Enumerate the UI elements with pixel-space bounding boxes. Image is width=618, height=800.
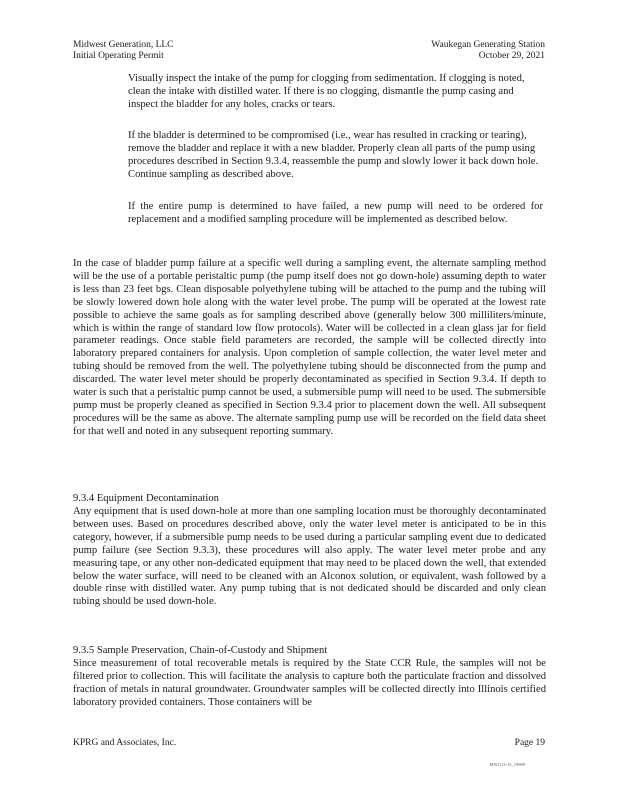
section-body-934: Any equipment that is used down-hole at more than one sampling location must be thoroughly decontaminated between uses. Based on procedures described above, only the water level meter is anticipated to be in this category, however, if a submersible pump needs to be used during a particular sampling event due to dedicated pump failure (see Section 9.3.3), these procedures will also apply. The water level meter probe and any measuring tape, or any other non-dedicated equipment that may need to be placed down the well, that extended below the water surface, will need to be cleaned with an Alconox solution, or equivalent, wash followed by a double rinse with distilled water. Any pump tubing that is not dedicated should be discarded and only clean tubing should be used down-hole. <box>73 506 546 608</box>
header-station: Waukegan Generating Station <box>431 40 545 50</box>
paragraph-bladder-compromised: If the bladder is determined to be compromised (i.e., wear has resulted in cracking or tearing), remove the bladder and replace it with a new bladder. Properly clean all parts of the pump using procedures described in Section 9.3.4, reassemble the pump and slowly lower it back down hole. Continue sampling as described above. <box>128 130 539 180</box>
header-date: October 29, 2021 <box>478 51 545 61</box>
paragraph-inspect-intake: Visually inspect the intake of the pump for clogging from sedimentation. If clogging is noted, clean the intake with distilled water. If there is no clogging, dismantle the pump casing and inspect the bladder for any holes, cracks or tears. <box>128 73 525 110</box>
bates-stamp: MWG13-15_19989 <box>489 762 525 767</box>
header-left <box>73 40 174 62</box>
section-body-935: Since measurement of total recoverable metals is required by the State CCR Rule, the samples will not be filtered prior to collection. This will facilitate the analysis to capture both the particulate fraction and dissolved fraction of metals in natural groundwater. Groundwater samples will be collected directly into Illinois certified laboratory provided containers. Those containers will be <box>73 658 546 708</box>
section-heading-934: 9.3.4 Equipment Decontamination <box>73 493 219 504</box>
header-company: Midwest Generation, LLC <box>73 40 174 50</box>
section-heading-935: 9.3.5 Sample Preservation, Chain-of-Custody and Shipment <box>73 645 328 656</box>
paragraph-pump-failed: If the entire pump is determined to have failed, a new pump will need to be ordered for replacement and a modified sampling procedure will be implemented as described below. <box>128 201 543 225</box>
footer-firm: KPRG and Associates, Inc. <box>73 738 177 748</box>
header-right <box>431 40 545 62</box>
footer-page-number: Page 19 <box>514 738 545 748</box>
header-permit: Initial Operating Permit <box>73 51 164 61</box>
paragraph-bladder-pump-failure: In the case of bladder pump failure at a specific well during a sampling event, the alternate sampling method will be the use of a portable peristaltic pump (the pump itself does not go down-hole) assuming depth to water is less than 23 feet bgs. Clean disposable polyethylene tubing will be attached to the pump and the tubing will be slowly lowered down hole along with the water level probe. The pump will be operated at the lowest rate possible to achieve the same goals as for sampling described above (generally below 300 milliliters/minute, which is within the range of standard low flow protocols). Water will be collected in a clean glass jar for field parameter readings. Once stable field parameters are recorded, the sample will be collected directly into laboratory prepared containers for analysis. Upon completion of sample collection, the water level meter and tubing should be removed from the well. The polyethylene tubing should be disconnected from the pump and discarded. The water level meter should be properly decontaminated as specified in Section 9.3.4. If depth to water is such that a peristaltic pump cannot be used, a submersible pump will need to be used. The submersible pump must be properly cleaned as specified in Section 9.3.4 prior to placement down the well. All subsequent procedures will be the same as above. The alternate sampling pump use will be recorded on the field data sheet for that well and noted in any subsequent reporting summary. <box>73 258 546 437</box>
